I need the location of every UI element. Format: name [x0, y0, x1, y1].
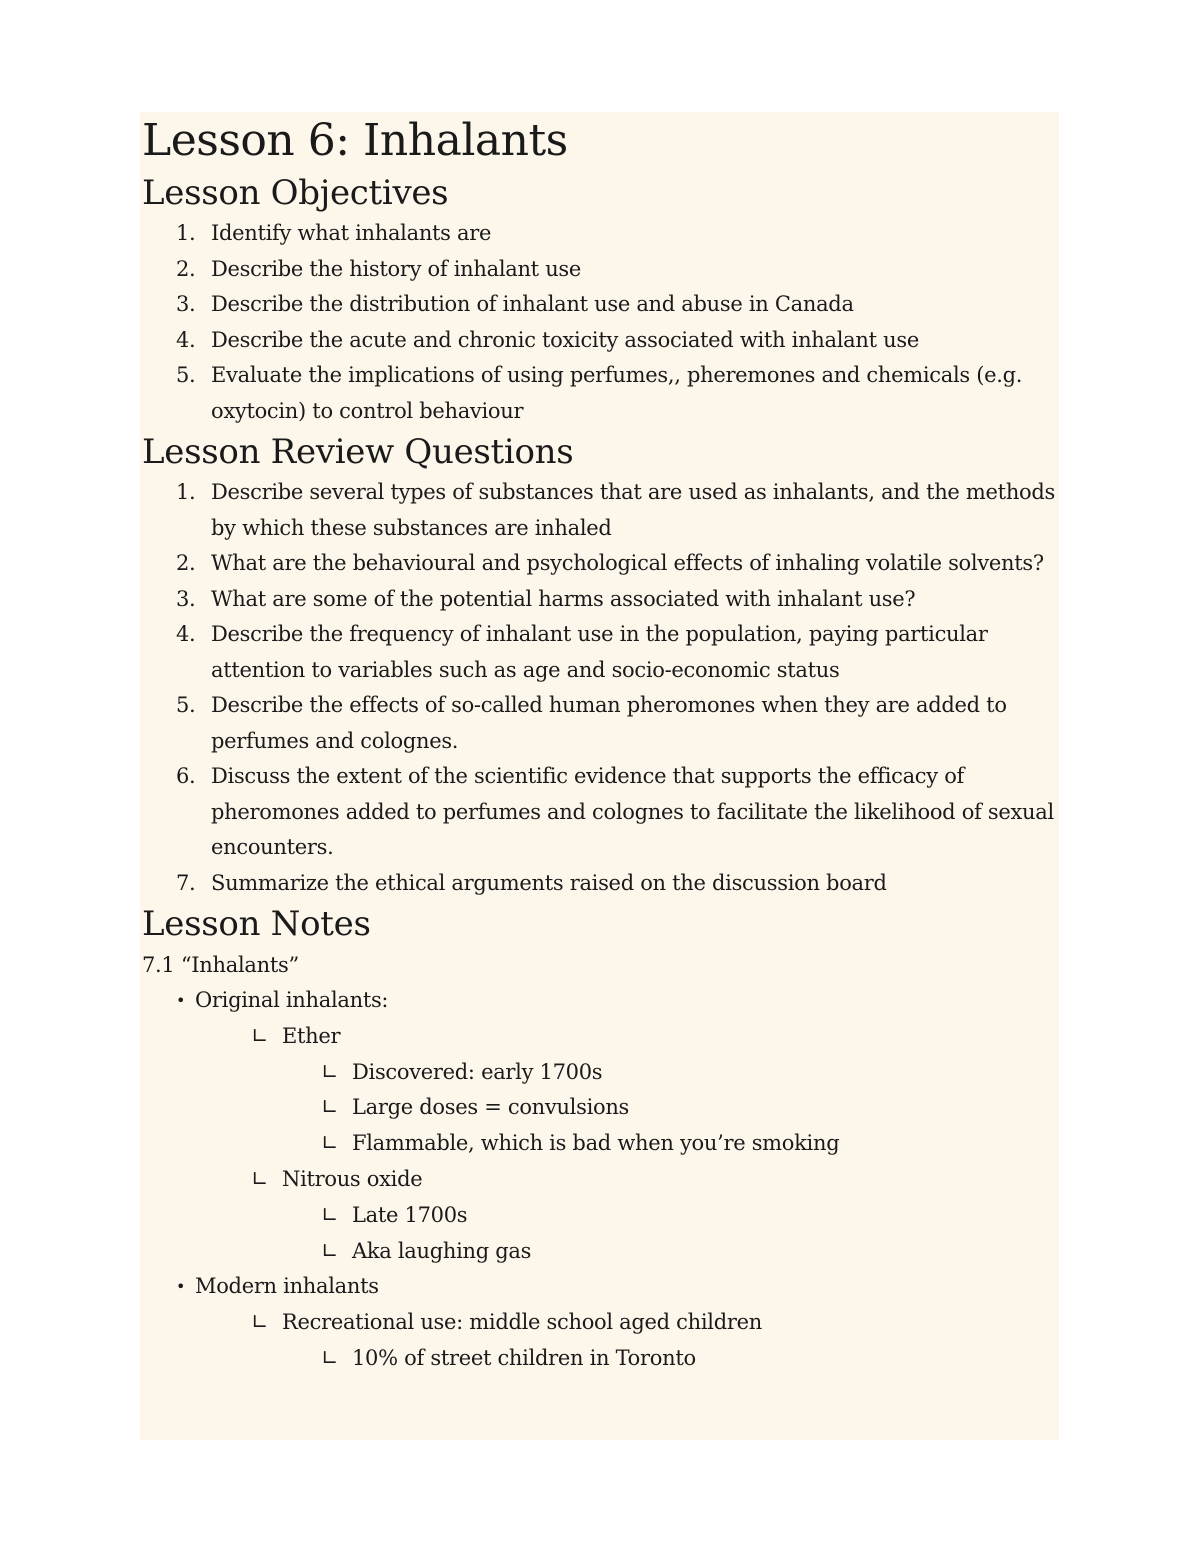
- corner-arrow-icon: ∟: [321, 1202, 339, 1227]
- note-item: [142, 1162, 1058, 1198]
- objectives-heading: Lesson Objectives: [142, 173, 449, 213]
- note-item: [142, 1126, 1058, 1162]
- corner-arrow-icon: ∟: [251, 1166, 269, 1191]
- list-item: [142, 358, 1058, 429]
- corner-arrow-icon: ∟: [321, 1131, 339, 1156]
- item-text: Describe the frequency of inhalant use in the population, paying particular attention to variables such as age and socio-economic status: [211, 622, 988, 682]
- note-item: [142, 1234, 1058, 1270]
- item-number: 5.: [176, 363, 196, 387]
- document-body: [142, 112, 1058, 1377]
- list-item: [142, 252, 1058, 288]
- objectives-list: [142, 216, 1058, 429]
- corner-arrow-icon: ∟: [321, 1238, 339, 1263]
- corner-arrow-icon: ∟: [251, 1023, 269, 1048]
- item-number: 2.: [176, 551, 196, 575]
- note-item: [142, 983, 1058, 1019]
- item-text: Describe several types of substances that are used as inhalants, and the methods by which these substances are inhaled: [211, 480, 1056, 540]
- note-text: Nitrous oxide: [282, 1166, 423, 1191]
- item-number: 5.: [176, 693, 196, 717]
- page-title: Lesson 6: Inhalants: [142, 115, 568, 166]
- list-item: [142, 546, 1058, 582]
- item-text: Identify what inhalants are: [211, 221, 492, 245]
- corner-arrow-icon: ∟: [321, 1095, 339, 1120]
- item-text: Describe the distribution of inhalant use and abuse in Canada: [211, 292, 854, 316]
- item-text: Evaluate the implications of using perfumes,, pheremones and chemicals (e.g. oxytocin) to control behaviour: [211, 363, 1023, 423]
- item-number: 2.: [176, 256, 196, 281]
- note-item: [142, 1305, 1058, 1341]
- note-text: Flammable, which is bad when you’re smoking: [352, 1131, 840, 1156]
- item-text: What are some of the potential harms associated with inhalant use?: [211, 586, 916, 611]
- list-item: [142, 688, 1058, 759]
- list-item: [142, 216, 1058, 252]
- item-text: Summarize the ethical arguments raised on the discussion board: [211, 870, 887, 895]
- note-item: [142, 1341, 1058, 1377]
- note-text: Original inhalants:: [195, 988, 389, 1012]
- bullet-icon: •: [176, 1277, 186, 1297]
- item-text: Describe the effects of so-called human pheromones when they are added to perfumes and colognes.: [211, 693, 1007, 753]
- note-text: Recreational use: middle school aged children: [282, 1310, 762, 1335]
- note-text: Large doses = convulsions: [352, 1095, 630, 1120]
- item-text: Describe the history of inhalant use: [211, 256, 582, 281]
- item-number: 4.: [176, 327, 196, 352]
- note-text: 10% of street children in Toronto: [352, 1345, 696, 1370]
- bullet-icon: •: [176, 991, 186, 1010]
- item-text: Describe the acute and chronic toxicity associated with inhalant use: [211, 327, 919, 352]
- note-text: Discovered: early 1700s: [352, 1059, 603, 1084]
- list-item: [142, 759, 1058, 866]
- corner-arrow-icon: ∟: [251, 1310, 269, 1335]
- item-number: 3.: [176, 586, 196, 611]
- review-questions-list: [142, 475, 1058, 901]
- note-item: [142, 1055, 1058, 1091]
- item-text: Discuss the extent of the scientific evidence that supports the efficacy of pheromones added to perfumes and colognes to facilitate the likelihood of sexual encounters.: [211, 764, 1054, 859]
- note-item: [142, 1198, 1058, 1234]
- note-item: [142, 1269, 1058, 1305]
- item-number: 1.: [176, 221, 196, 245]
- list-item: [142, 323, 1058, 359]
- corner-arrow-icon: ∟: [321, 1059, 339, 1084]
- item-number: 4.: [176, 622, 196, 646]
- note-text: Ether: [282, 1023, 341, 1048]
- list-item: [142, 617, 1058, 688]
- corner-arrow-icon: ∟: [321, 1345, 339, 1370]
- note-text: Aka laughing gas: [352, 1238, 532, 1263]
- list-item: [142, 475, 1058, 546]
- notes-heading: Lesson Notes: [142, 904, 371, 944]
- note-item: [142, 1090, 1058, 1126]
- review-heading: Lesson Review Questions: [142, 432, 574, 472]
- list-item: [142, 582, 1058, 618]
- list-item: [142, 287, 1058, 323]
- note-text: Late 1700s: [352, 1202, 468, 1227]
- item-number: 7.: [176, 870, 196, 895]
- item-number: 1.: [176, 480, 196, 504]
- item-number: 6.: [176, 764, 196, 788]
- note-item: [142, 1019, 1058, 1055]
- note-text: Modern inhalants: [195, 1274, 379, 1299]
- list-item: [142, 866, 1058, 902]
- item-text: What are the behavioural and psychological effects of inhaling volatile solvents?: [211, 551, 1044, 575]
- item-number: 3.: [176, 292, 196, 316]
- notes-subheading: 7.1 “Inhalants”: [142, 953, 299, 977]
